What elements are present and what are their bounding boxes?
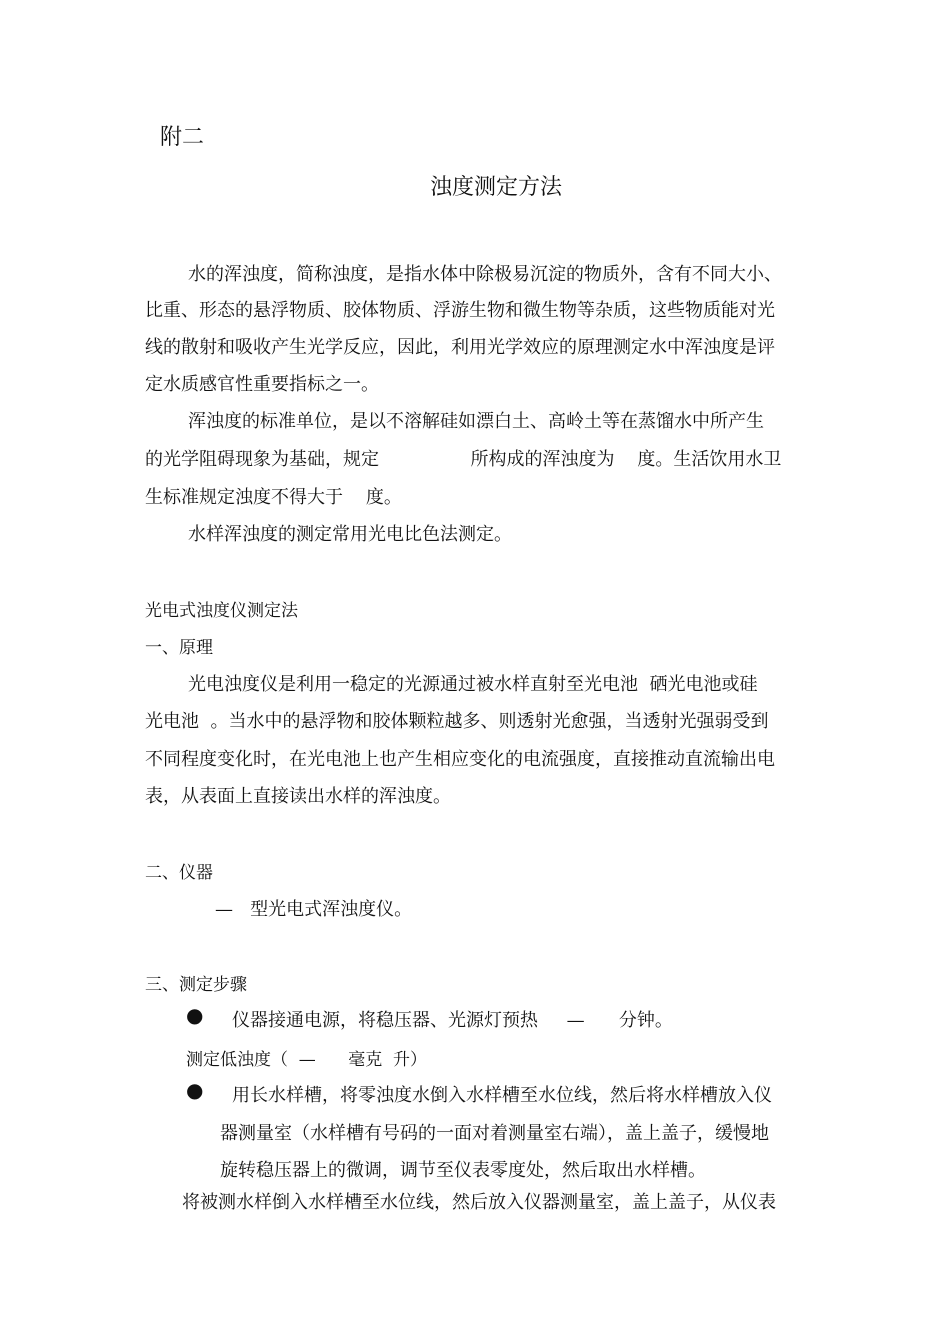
procedure-step-2-line-1: 用长水样槽，将零浊度水倒入水样槽至水位线，然后将水样槽放入仪 — [232, 1085, 772, 1106]
page-title: 浊度测定方法 — [430, 175, 563, 200]
instrument-line: — 型光电式浑浊度仪。 — [215, 899, 413, 920]
intro-paragraph-1-line-3: 线的散射和吸收产生光学反应，因此，利用光学效应的原理测定水中浑浊度是评 — [145, 337, 775, 358]
low-turbidity-heading: 测定低浊度（ — 毫克 升） — [186, 1050, 428, 1070]
appendix-label: 附二 — [160, 125, 205, 150]
intro-paragraph-2-line-1: 浑浊度的标准单位，是以不溶解硅如漂白土、高岭土等在蒸馏水中所产生 — [188, 411, 764, 432]
principle-line-1: 光电浊度仪是利用一稳定的光源通过被水样直射至光电池 硒光电池或硅 — [188, 674, 758, 695]
procedure-step-1: 仪器接通电源，将稳压器、光源灯预热 — 分钟。 — [232, 1010, 673, 1031]
bullet-icon: ● — [186, 1003, 204, 1027]
section-heading-instrument: 二、仪器 — [145, 863, 213, 883]
intro-paragraph-1-line-2: 比重、形态的悬浮物质、胶体物质、浮游生物和微生物等杂质，这些物质能对光 — [145, 300, 775, 321]
method-title: 光电式浊度仪测定法 — [145, 601, 298, 621]
section-heading-principle: 一、原理 — [145, 638, 213, 658]
procedure-step-3-line-1: 将被测水样倒入水样槽至水位线，然后放入仪器测量室，盖上盖子，从仪表 — [182, 1192, 776, 1213]
procedure-step-2-line-2: 器测量室（水样槽有号码的一面对着测量室右端），盖上盖子，缓慢地 — [220, 1123, 769, 1144]
section-heading-procedure: 三、测定步骤 — [145, 975, 247, 995]
intro-paragraph-2-line-2: 的光学阻碍现象为基础，规定 所构成的浑浊度为 度。生活饮用水卫 — [145, 449, 782, 470]
intro-paragraph-2-line-3: 生标准规定浊度不得大于 度。 — [145, 487, 402, 508]
principle-line-3: 不同程度变化时，在光电池上也产生相应变化的电流强度，直接推动直流输出电 — [145, 749, 775, 770]
procedure-step-2-line-3: 旋转稳压器上的微调，调节至仪表零度处，然后取出水样槽。 — [220, 1160, 706, 1181]
intro-paragraph-1-line-4: 定水质感官性重要指标之一。 — [145, 374, 379, 395]
intro-paragraph-1-line-1: 水的浑浊度，简称浊度，是指水体中除极易沉淀的物质外，含有不同大小、 — [188, 264, 782, 285]
principle-line-2: 光电池 。当水中的悬浮物和胶体颗粒越多、则透射光愈强，当透射光强弱受到 — [145, 711, 769, 732]
intro-paragraph-3: 水样浑浊度的测定常用光电比色法测定。 — [188, 524, 512, 545]
principle-line-4: 表，从表面上直接读出水样的浑浊度。 — [145, 786, 451, 807]
bullet-icon: ● — [186, 1078, 204, 1102]
